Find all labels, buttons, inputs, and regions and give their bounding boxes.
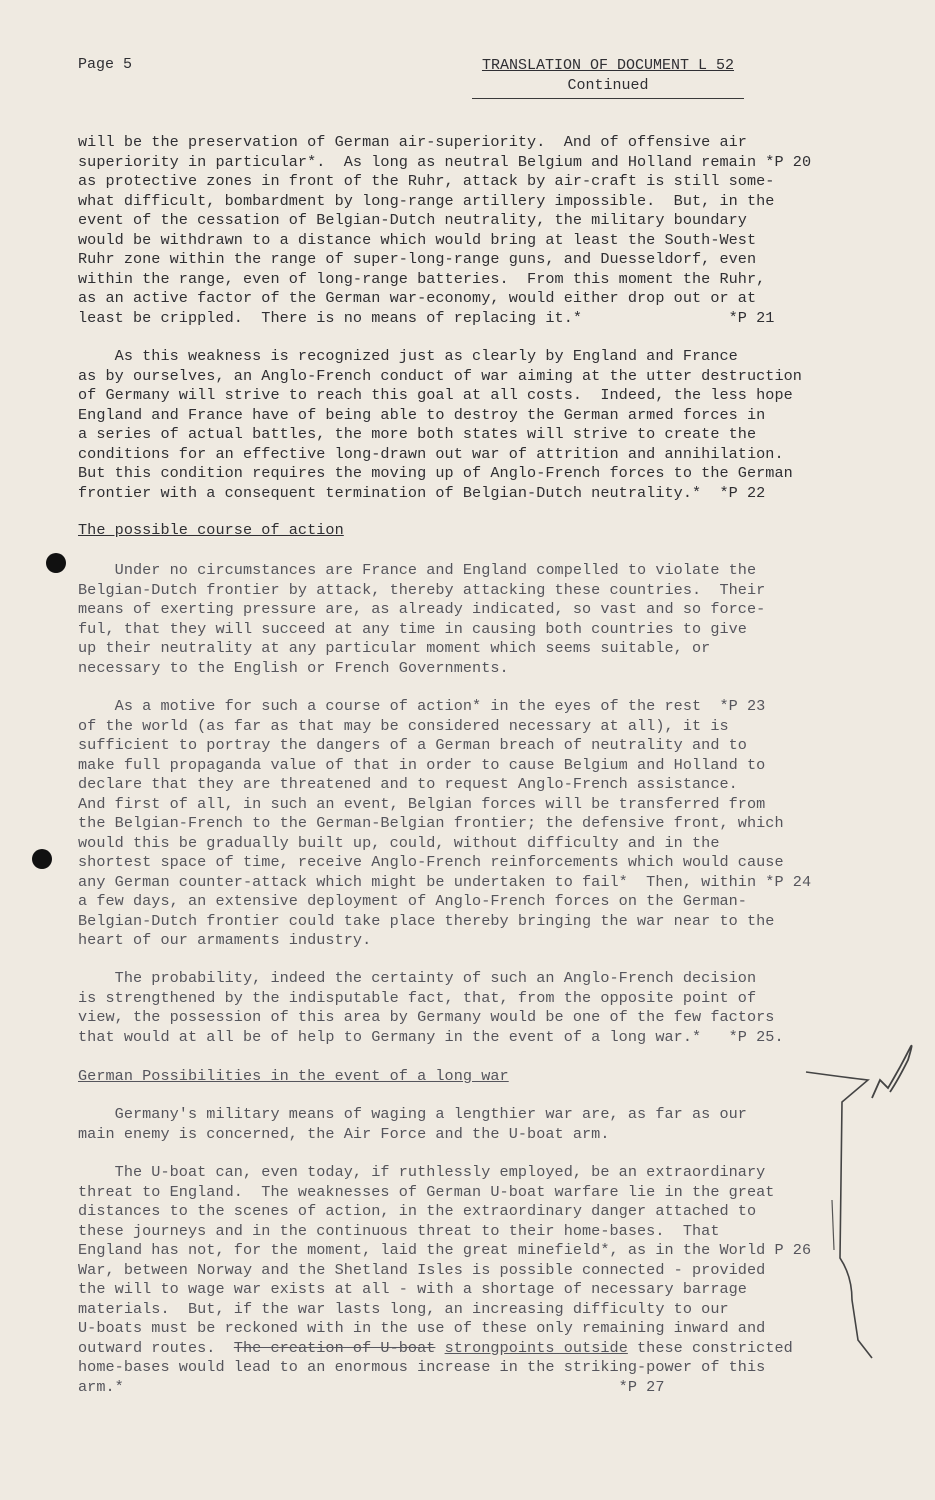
text-line: is strengthened by the indisputable fact, that, from the opposite point of	[78, 988, 757, 1007]
text-line: frontier with a consequent termination of Belgian-Dutch neutrality.* *P 22	[78, 483, 766, 502]
text-line: the Belgian-French to the German-Belgian frontier; the defensive front, which	[78, 814, 784, 832]
text-line: England has not, for the moment, laid the great minefield*, as in the World P 26	[78, 1241, 812, 1259]
text-line: least be crippled. There is no means of replacing it.* *P 21	[78, 308, 775, 327]
text-line: England and France have of being able to destroy the German armed forces in	[78, 405, 766, 424]
text-line: heart of our armaments industry.	[78, 931, 372, 949]
text-line: a few days, an extensive deployment of Anglo-French forces on the German-	[78, 892, 747, 910]
text-line: of Germany will strive to reach this goal at all costs. Indeed, the less hope	[78, 386, 793, 404]
text-line: necessary to the English or French Governments.	[78, 658, 509, 677]
text-line: War, between Norway and the Shetland Isles is possible connected - provided	[78, 1260, 766, 1279]
text-line: materials. But, if the war lasts long, an increasing difficulty to our	[78, 1299, 729, 1318]
text-line: a series of actual battles, the more both states will strive to create the	[78, 425, 757, 443]
text-line: would be withdrawn to a distance which would bring at least the South-West	[78, 230, 757, 249]
text-line: as protective zones in front of the Ruhr, attack by air-craft is still some-	[78, 172, 775, 190]
text-line: ful, that they will succeed at any time in causing both countries to give	[78, 619, 747, 638]
document-title: TRANSLATION OF DOCUMENT L 52	[481, 57, 735, 74]
text-line: threat to England. The weaknesses of German U-boat warfare lie in the great	[78, 1182, 775, 1201]
text-line: main enemy is concerned, the Air Force and the U-boat arm.	[78, 1124, 610, 1143]
text-line: Belgian-Dutch frontier could take place thereby bringing the war near to the	[78, 911, 775, 930]
text-line: these journeys and in the continuous threat to their home-bases. That	[78, 1221, 720, 1240]
text-line: But this condition requires the moving up of Anglo-French forces to the German	[78, 464, 793, 482]
text-line: declare that they are threatened and to request Anglo-French assistance.	[78, 775, 738, 793]
text-line: make full propaganda value of that in order to cause Belgium and Holland to	[78, 755, 766, 774]
text-line: would this be gradually built up, could, without difficulty and in the	[78, 833, 720, 852]
text-line: superiority in particular*. As long as neutral Belgium and Holland remain *P 20	[78, 152, 812, 171]
text-line: will be the preservation of German air-superiority. And of offensive air	[78, 133, 747, 151]
page-number: Page 5	[78, 56, 133, 73]
text-line: as by ourselves, an Anglo-French conduct of war aiming at the utter destruction	[78, 366, 802, 385]
text-line: The U-boat can, even today, if ruthlessly employed, be an extraordinary	[78, 1163, 766, 1181]
text-line: that would at all be of help to Germany in the event of a long war.* *P 25.	[78, 1027, 784, 1046]
underlined-text: strongpoints outside	[444, 1338, 628, 1357]
text-segment: these constricted	[627, 1338, 793, 1357]
text-line: shortest space of time, receive Anglo-French reinforcements which would cause	[78, 853, 784, 871]
tick-mark-icon	[872, 1046, 912, 1098]
text-line: As this weakness is recognized just as clearly by England and France	[78, 347, 738, 365]
text-line: of the world (as far as that may be considered necessary at all), it is	[78, 716, 729, 735]
text-line: sufficient to portray the dangers of a German breach of neutrality and to	[78, 736, 747, 754]
text-line: means of exerting pressure are, as already indicated, so vast and so force-	[78, 600, 766, 618]
section-heading: German Possibilities in the event of a long war	[78, 1067, 509, 1085]
text-line: view, the possession of this area by Germany would be one of the few factors	[78, 1008, 775, 1026]
document-subtitle: Continued	[472, 76, 744, 99]
struck-text: The creation of U-boat	[233, 1338, 436, 1357]
margin-bracket-mark	[806, 1072, 872, 1358]
text-line: Ruhr zone within the range of super-long-range guns, and Duesseldorf, even	[78, 250, 757, 268]
margin-bracket-mark	[832, 1200, 834, 1250]
text-line: U-boats must be reckoned with in the use of these only remaining inward and	[78, 1319, 766, 1337]
text-line: distances to the scenes of action, in the extraordinary danger attached to	[78, 1202, 757, 1220]
text-line: conditions for an effective long-drawn out war of attrition and annihilation.	[78, 444, 784, 463]
text-line: Belgian-Dutch frontier by attack, thereby attacking these countries. Their	[78, 580, 766, 599]
text-line: within the range, even of long-range batteries. From this moment the Ruhr,	[78, 269, 766, 288]
text-line: the will to wage war exists at all - with a shortage of necessary barrage	[78, 1280, 747, 1298]
text-line: as an active factor of the German war-economy, would either drop out or at	[78, 289, 757, 307]
text-line: arm.* *P 27	[78, 1377, 665, 1396]
text-line: what difficult, bombardment by long-range artillery impossible. But, in the	[78, 191, 775, 210]
text-line: any German counter-attack which might be undertaken to fail* Then, within *P 24	[78, 872, 812, 891]
text-line: Under no circumstances are France and England compelled to violate the	[78, 561, 757, 579]
text-line: up their neutrality at any particular moment which seems suitable, or	[78, 639, 711, 657]
text-line: Germany's military means of waging a lengthier war are, as far as our	[78, 1105, 747, 1123]
section-heading: The possible course of action	[78, 521, 344, 539]
text-line: The probability, indeed the certainty of such an Anglo-French decision	[78, 969, 757, 987]
text-line: home-bases would lead to an enormous increase in the striking-power of this	[78, 1358, 766, 1376]
text-segment: outward routes.	[78, 1338, 234, 1357]
text-line: And first of all, in such an event, Belgian forces will be transferred from	[78, 794, 766, 813]
text-line: event of the cessation of Belgian-Dutch neutrality, the military boundary	[78, 211, 747, 229]
text-line: As a motive for such a course of action* in the eyes of the rest *P 23	[78, 697, 766, 715]
